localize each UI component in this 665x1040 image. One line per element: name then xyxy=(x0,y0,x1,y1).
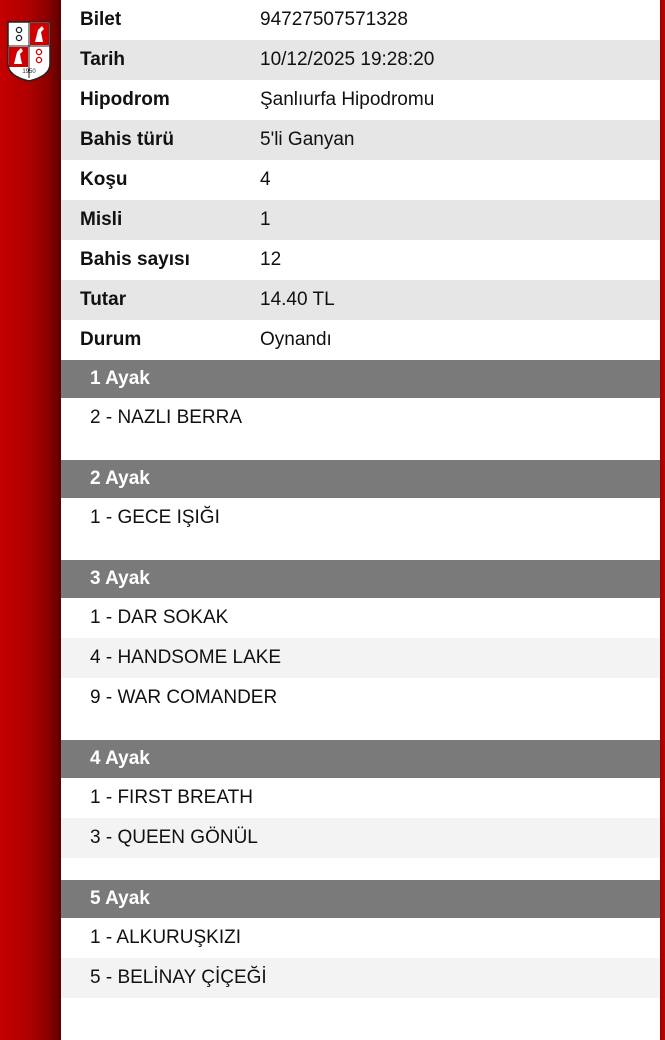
info-label: Koşu xyxy=(80,169,128,190)
horse-row: 1 - ALKURUŞKIZI xyxy=(90,927,241,948)
info-value: 12 xyxy=(260,249,282,270)
info-row xyxy=(61,0,660,40)
info-row xyxy=(61,80,660,120)
leg-spacer xyxy=(61,438,660,460)
right-brand-bar xyxy=(660,0,665,1040)
leg-header: 1 Ayak xyxy=(61,360,660,398)
leg-spacer xyxy=(61,718,660,740)
info-value: 5'li Ganyan xyxy=(260,129,355,150)
info-row xyxy=(61,280,660,320)
leg-spacer xyxy=(61,998,660,1020)
leg-header: 2 Ayak xyxy=(61,460,660,498)
leg-spacer xyxy=(61,538,660,560)
ticket-detail xyxy=(61,0,660,1020)
horse-row: 2 - NAZLI BERRA xyxy=(90,407,243,428)
horse-row: 1 - FIRST BREATH xyxy=(90,787,253,808)
info-label: Durum xyxy=(80,329,142,350)
info-label: Hipodrom xyxy=(80,89,170,110)
leg-header: 4 Ayak xyxy=(61,740,660,778)
legs-list xyxy=(61,360,660,1020)
info-row xyxy=(61,240,660,280)
info-row xyxy=(61,120,660,160)
info-value: 4 xyxy=(260,169,271,190)
info-value: Oynandı xyxy=(260,329,332,350)
info-label: Bilet xyxy=(80,9,122,30)
leg-header: 3 Ayak xyxy=(61,560,660,598)
horse-row: 1 - GECE IŞIĞI xyxy=(90,507,220,528)
left-brand-bar xyxy=(0,0,61,1040)
horse-row: 5 - BELİNAY ÇİÇEĞİ xyxy=(61,958,660,998)
info-value: Şanlıurfa Hipodromu xyxy=(260,89,435,110)
svg-text:1950: 1950 xyxy=(22,69,36,75)
info-row xyxy=(61,40,660,80)
horse-row: 3 - QUEEN GÖNÜL xyxy=(61,818,660,858)
info-row xyxy=(61,160,660,200)
leg-header: 5 Ayak xyxy=(61,880,660,918)
info-value: 94727507571328 xyxy=(260,9,408,30)
horse-row: 4 - HANDSOME LAKE xyxy=(61,638,660,678)
info-value: 10/12/2025 19:28:20 xyxy=(260,49,435,70)
leg-spacer xyxy=(61,858,660,880)
horse-row: 1 - DAR SOKAK xyxy=(90,607,229,628)
ticket-info-table xyxy=(61,0,660,360)
info-label: Bahis sayısı xyxy=(80,249,190,270)
club-logo xyxy=(5,20,53,82)
info-row xyxy=(61,200,660,240)
horse-row: 9 - WAR COMANDER xyxy=(90,687,278,708)
info-label: Tutar xyxy=(80,289,127,310)
info-label: Tarih xyxy=(80,49,126,70)
info-label: Bahis türü xyxy=(80,129,174,150)
info-row xyxy=(61,320,660,360)
info-value: 14.40 TL xyxy=(260,289,335,310)
info-label: Misli xyxy=(80,209,123,230)
info-value: 1 xyxy=(260,209,271,230)
